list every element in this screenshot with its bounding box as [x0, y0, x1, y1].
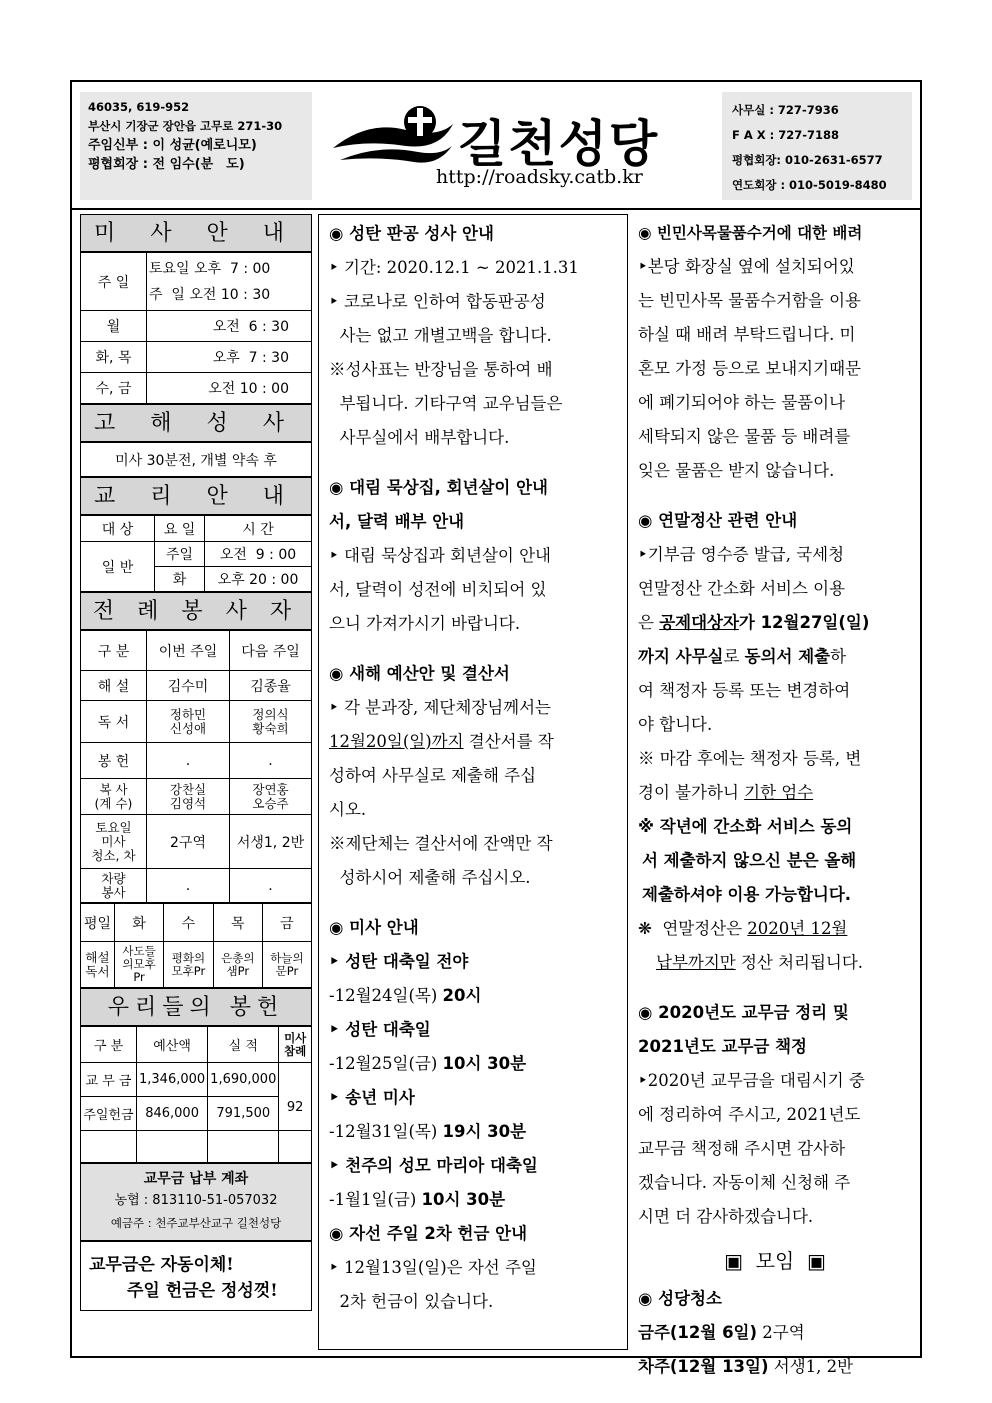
- text-line: 서 제출하지 않으신 분은 올해: [642, 851, 857, 870]
- header-divider: [70, 208, 922, 210]
- text-line: 잊은 물품은 받지 않습니다.: [638, 461, 835, 480]
- weekday-group: 평화의 모후Pr: [164, 942, 214, 988]
- text-span: 기한 엄수: [744, 783, 814, 802]
- servers-table: [80, 630, 312, 903]
- text-line: 성하여 사무실로 제출해 주십: [329, 766, 537, 785]
- text-line: ※제단체는 결산서에 잔액만 작: [329, 834, 553, 853]
- catechism-general: 일 반: [81, 542, 155, 592]
- weekday-group: 은총의 샘Pr: [213, 942, 262, 988]
- confession-table: [80, 442, 312, 477]
- account-title: 교무금 납부 계좌: [143, 1171, 249, 1187]
- tithe-text: [638, 1064, 912, 1234]
- catechism-head-target: 대 상: [81, 516, 155, 542]
- budget-title: ◉ 새해 예산안 및 결산서: [329, 664, 510, 683]
- servers-head-next: 다음 주일: [230, 631, 312, 671]
- mass-attendance: 92: [279, 1063, 312, 1131]
- text-line: 여 책정자 등록 또는 변경하여: [638, 681, 851, 700]
- advent-booklet-title-2: 서, 달력 배부 안내: [329, 512, 465, 531]
- text-line: 겠습니다. 자동이체 신청해 주: [638, 1173, 851, 1192]
- president-phone: 평협회장: 010-2631-6577: [732, 153, 883, 167]
- left-column: [80, 214, 312, 1311]
- text-line: 2차 헌금이 있습니다.: [329, 1292, 494, 1311]
- text-line: 연말정산 간소화 서비스 이용: [638, 579, 846, 598]
- server-next: 김종율: [230, 671, 312, 701]
- server-this: 김수미: [147, 671, 230, 701]
- tithe-title: ◉ 2020년도 교무금 정리 및: [638, 1003, 849, 1022]
- offering-actual: 1,690,000: [208, 1063, 279, 1097]
- slogan-line-1: 교무금은 자동이체!: [89, 1255, 234, 1275]
- tuethu-label: 화, 목: [81, 342, 147, 373]
- offering-title: 우리들의 봉헌: [80, 988, 312, 1026]
- event-time: [329, 1047, 621, 1081]
- text-span: 은: [638, 613, 660, 632]
- event-name: ‣ 천주의 성모 마리아 대축일: [329, 1156, 538, 1175]
- text-line: 제출하셔야 이용 가능합니다.: [642, 885, 852, 904]
- text-span: 동의서 제출: [744, 647, 831, 666]
- offering-actual: 791,500: [208, 1097, 279, 1131]
- text-line: ※ 작년에 간소화 서비스 동의: [638, 817, 853, 836]
- event-time: [329, 979, 621, 1013]
- event-time: [329, 1183, 621, 1217]
- server-role: 토요일 미사 청소, 차: [81, 815, 147, 869]
- event-name: ‣ 성탄 대축일: [329, 1020, 431, 1039]
- offering-head: 구 분: [81, 1027, 137, 1063]
- text-span: 까지 사무실: [638, 647, 724, 666]
- text-span: 결산서를 작: [463, 732, 554, 751]
- tax-settlement-title: ◉ 연말정산 관련 안내: [638, 511, 798, 530]
- mass-notice-title: ◉ 미사 안내: [329, 918, 419, 937]
- event-date: -12월31일(목): [329, 1122, 443, 1141]
- server-next: 정의식 황숙희: [230, 701, 312, 743]
- text-line: 서, 달력이 성전에 비치되어 있: [329, 580, 547, 599]
- server-this: .: [147, 743, 230, 779]
- offering-budget: 846,000: [137, 1097, 208, 1131]
- church-masthead: [318, 90, 718, 202]
- text-line: 에 정리하여 주시고, 2021년도: [638, 1105, 861, 1124]
- text-span: 경이 불가하니: [638, 783, 745, 802]
- text-line: 사는 없고 개별고백을 합니다.: [329, 326, 552, 345]
- server-this: 2구역: [147, 815, 230, 869]
- slogan-box: [80, 1241, 312, 1311]
- catechism-time-1: 오전 9 : 00: [205, 542, 312, 567]
- text-line: 사무실에서 배부합니다.: [329, 428, 510, 447]
- weekday-role: 해설 독서: [81, 942, 115, 988]
- text-line: [638, 606, 912, 640]
- offering-budget: 1,346,000: [137, 1063, 208, 1097]
- text-line: [638, 640, 912, 674]
- text-line: ‣기부금 영수증 발급, 국세청: [638, 545, 845, 564]
- server-next: .: [230, 869, 312, 903]
- text-span: 공제대상자: [659, 613, 739, 632]
- text-line: 하실 때 배려 부탁드립니다. 미: [638, 325, 856, 344]
- text-line: ‣ 대림 묵상집과 회년살이 안내: [329, 546, 551, 565]
- pastor-name: 주임신부 : 이 성균(예로니모): [88, 138, 257, 153]
- text-span: 서생1, 2반: [768, 1357, 854, 1376]
- server-role: 복 사 (계 수): [81, 779, 147, 815]
- server-next: 서생1, 2반: [230, 815, 312, 869]
- text-line: 교무금 책정해 주시면 감사하: [638, 1139, 846, 1158]
- sunday-mass: 주 일 오전 10 : 30: [149, 286, 271, 303]
- text-span: 금주(12월 6일): [638, 1323, 758, 1342]
- church-address-box: [80, 92, 312, 200]
- offering-head: 미사 참례: [279, 1027, 312, 1063]
- sunday-times: [147, 253, 312, 311]
- server-next: 장연홍 오승주: [230, 779, 312, 815]
- text-line: 는 빈민사목 물품수거함을 이용: [638, 291, 861, 310]
- text-line: 부됩니다. 기타구역 교우님들은: [329, 394, 563, 413]
- confession-text: 미사 30분전, 개별 약속 후: [81, 443, 312, 477]
- contact-box: [722, 92, 912, 200]
- monday-label: 월: [81, 311, 147, 342]
- catechism-time-2: 오후 20 : 00: [205, 567, 312, 592]
- church-logo-icon: [328, 100, 458, 170]
- weekday-head: 화: [115, 904, 164, 942]
- cleaning-title: ◉ 성당청소: [638, 1289, 722, 1308]
- text-line: 시오.: [329, 800, 367, 819]
- text-line: 으니 가져가시기 바랍니다.: [329, 614, 521, 633]
- catechism-table: [80, 515, 312, 592]
- text-line: ‣본당 화장실 옆에 설치되어있: [638, 257, 855, 276]
- slogan-line-2: 주일 헌금은 정성껏!: [127, 1281, 278, 1301]
- saturday-mass: 토요일 오후 7 : 00: [149, 260, 271, 277]
- mass-schedule-title: 미 사 안 내: [80, 214, 312, 252]
- servers-head-type: 구 분: [81, 631, 147, 671]
- offering-head: 실 적: [208, 1027, 279, 1063]
- fax-number: F A X : 727-7188: [732, 128, 840, 142]
- text-line: 에 폐기되어야 하는 물품이나: [638, 393, 846, 412]
- church-url[interactable]: http://roadsky.catb.kr: [436, 166, 643, 188]
- street-address: 부산시 기장군 장안읍 고무로 271-30: [88, 119, 283, 133]
- event-name: ‣ 송년 미사: [329, 1088, 415, 1107]
- wedfri-mass: 오전 10 : 00: [147, 373, 312, 404]
- catechism-title: 교 리 안 내: [80, 477, 312, 515]
- server-next: .: [230, 743, 312, 779]
- catechism-head-time: 시 간: [205, 516, 312, 542]
- meetings-header: ▣ 모임 ▣: [724, 1249, 826, 1273]
- text-span: 하: [830, 647, 847, 666]
- weekday-servers-table: [80, 903, 312, 988]
- mass-schedule-table: [80, 252, 312, 404]
- text-line: [638, 912, 912, 946]
- deadline-date: 12월20일(일)까지: [329, 732, 464, 751]
- offering-label: 교 무 금: [81, 1063, 137, 1097]
- event-date: -12월25일(금): [329, 1054, 443, 1073]
- weekday-head: 평일: [81, 904, 115, 942]
- text-line: ‣ 코로나로 인하여 합동판공성: [329, 292, 546, 311]
- text-line: ‣2020년 교무금을 대림시기 중: [638, 1071, 865, 1090]
- advent-booklet-title: ◉ 대림 묵상집, 회년살이 안내: [329, 478, 548, 497]
- text-span: 2020년 12월: [747, 919, 848, 938]
- text-line: 성하시어 제출해 주십시오.: [329, 868, 531, 887]
- event-hour: 10시 30분: [421, 1190, 506, 1209]
- server-this: .: [147, 869, 230, 903]
- event-date: -12월24일(목): [329, 986, 443, 1005]
- server-role: 차량 봉사: [81, 869, 147, 903]
- servers-title: 전 례 봉 사 자: [80, 592, 312, 630]
- christmas-confession-title: ◉ 성탄 판공 성사 안내: [329, 224, 494, 243]
- event-hour: 10시 30분: [442, 1054, 527, 1073]
- offering-table: [80, 1026, 312, 1163]
- text-line: [638, 776, 912, 810]
- offering-label: 주일헌금: [81, 1097, 137, 1131]
- text-line: 시면 더 감사하겠습니다.: [638, 1207, 814, 1226]
- text-line: 혼모 가정 등으로 보내지기때문: [638, 359, 861, 378]
- weekday-head: 수: [164, 904, 214, 942]
- donation-bin-text: [638, 250, 912, 488]
- office-phone: 사무실 : 727-7936: [732, 103, 839, 117]
- server-role: 해 설: [81, 671, 147, 701]
- text-line: ※성사표는 반장님을 통하여 배: [329, 360, 553, 379]
- offering-head: 예산액: [137, 1027, 208, 1063]
- president-name: 평협회장 : 전 임수(분 도): [88, 157, 245, 172]
- text-span: ❋ 연말정산은: [638, 919, 748, 938]
- catechism-day-1: 주일: [155, 542, 205, 567]
- text-line: ※ 마감 후에는 책정자 등록, 변: [638, 749, 862, 768]
- confession-title: 고 해 성 사: [80, 404, 312, 442]
- text-line: [638, 1316, 912, 1350]
- tuethu-mass: 오후 7 : 30: [147, 342, 312, 373]
- text-span: 가 12월27일(일): [738, 613, 870, 632]
- server-this: 강찬실 김영석: [147, 779, 230, 815]
- text-line: ‣ 각 분과장, 제단체장님께서는: [329, 698, 551, 717]
- text-line: ‣ 기간: 2020.12.1 ~ 2021.1.31: [329, 258, 579, 277]
- event-name: ‣ 성탄 대축일 전야: [329, 952, 469, 971]
- text-line: ‣ 12월13일(일)은 자선 주일: [329, 1258, 537, 1277]
- server-role: 독 서: [81, 701, 147, 743]
- text-line: [638, 946, 912, 980]
- monday-mass: 오전 6 : 30: [147, 311, 312, 342]
- text-span: 차주(12월 13일): [638, 1357, 769, 1376]
- wedfri-label: 수, 금: [81, 373, 147, 404]
- donation-bin-title: ◉ 빈민사목물품수거에 대한 배려: [638, 224, 863, 242]
- youth-phone: 연도회장 : 010-5019-8480: [732, 178, 887, 192]
- text-span: 정산 처리됩니다.: [735, 953, 864, 972]
- tithe-title-2: 2021년도 교무금 책정: [638, 1037, 807, 1056]
- event-hour: 19시 30분: [442, 1122, 527, 1141]
- weekday-head: 금: [262, 904, 311, 942]
- account-holder: 예금주 : 천주교부산교구 길천성당: [110, 1216, 282, 1230]
- text-span: 납부까지만: [656, 953, 736, 972]
- charity-title: ◉ 자선 주일 2차 헌금 안내: [329, 1224, 528, 1243]
- postal-code: 46035, 619-952: [88, 100, 190, 114]
- catechism-head-day: 요 일: [155, 516, 205, 542]
- sunday-label: 주 일: [81, 253, 147, 311]
- account-box: [80, 1163, 312, 1241]
- middle-column: [318, 214, 628, 1350]
- weekday-head: 목: [213, 904, 262, 942]
- church-name: 길천성당: [458, 115, 660, 173]
- server-this: 정하민 신성애: [147, 701, 230, 743]
- text-line: 야 합니다.: [638, 715, 713, 734]
- weekday-group: 하늘의 문Pr: [262, 942, 311, 988]
- catechism-day-2: 화: [155, 567, 205, 592]
- server-role: 봉 헌: [81, 743, 147, 779]
- text-span: 2구역: [757, 1323, 805, 1342]
- right-column: [636, 214, 912, 1384]
- event-hour: 20시: [442, 986, 482, 1005]
- weekday-group: 사도들 의모후 Pr: [115, 942, 164, 988]
- text-line: [329, 725, 621, 759]
- text-line: [638, 1350, 912, 1384]
- event-date: -1월1일(금): [329, 1190, 422, 1209]
- servers-head-this: 이번 주일: [147, 631, 230, 671]
- account-number: 농협 : 813110-51-057032: [114, 1193, 278, 1208]
- event-time: [329, 1115, 621, 1149]
- text-line: 세탁되지 않은 물품 등 배려를: [638, 427, 851, 446]
- text-span: 로: [723, 647, 745, 666]
